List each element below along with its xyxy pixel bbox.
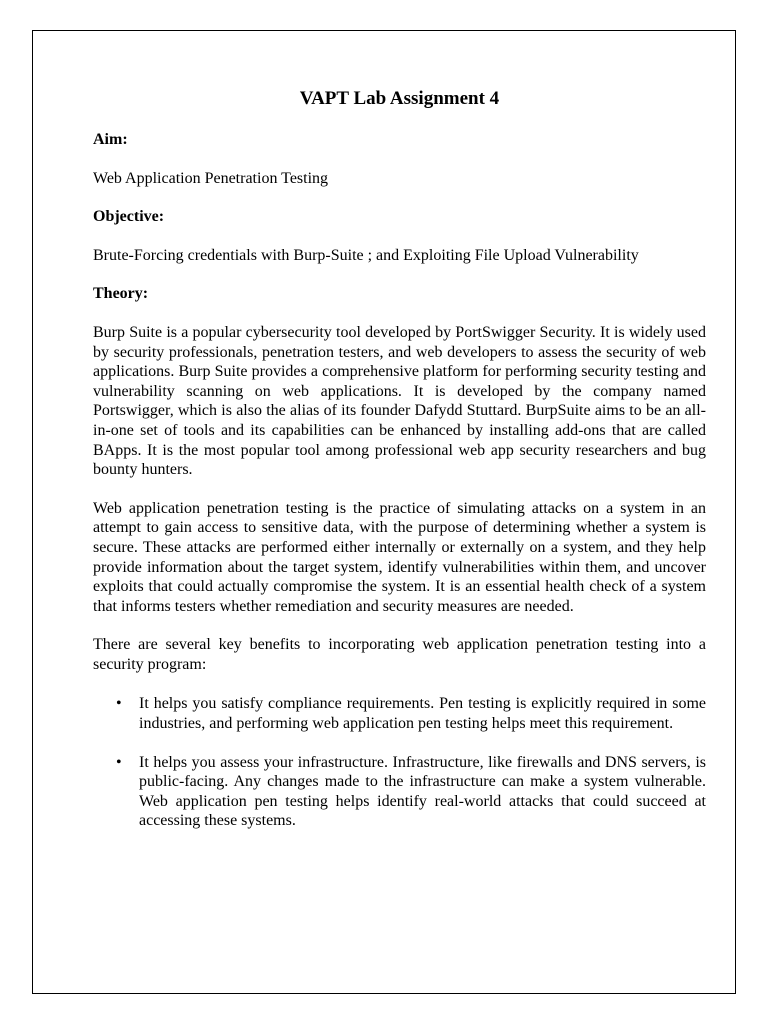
theory-heading: Theory:: [93, 285, 149, 303]
list-item: [93, 753, 706, 831]
list-item-text: It helps you satisfy compliance requirements. Pen testing is explicitly required in some industries, and performing web application pen testing helps meet this requirement.: [139, 695, 706, 733]
bullet-icon: •: [116, 753, 122, 771]
aim-text: Web Application Penetration Testing: [93, 169, 329, 187]
list-item: [93, 694, 706, 733]
benefits-list: [93, 694, 706, 831]
document-title: VAPT Lab Assignment 4: [299, 88, 500, 109]
aim-heading: Aim:: [93, 131, 128, 148]
theory-paragraph-web-pentest: Web application penetration testing is the practice of simulating attacks on a system in an attempt to gain access to sensitive data, with the purpose of determining whether a system is secure. These attacks are performed either internally or externally on a system, and they help provide information about the target system, identify vulnerabilities within them, and uncover exploits that could actually compromise the system. It is an essential health check of a system that informs testers whether remediation and security measures are needed.: [93, 499, 706, 615]
theory-paragraph-benefits-intro: There are several key benefits to incorporating web application penetration testing into a security program:: [93, 636, 706, 673]
document-content: [93, 87, 706, 850]
objective-heading: Objective:: [93, 208, 165, 226]
bullet-icon: •: [116, 695, 122, 713]
objective-text: Brute-Forcing credentials with Burp-Suite ; and Exploiting File Upload Vulnerability: [93, 246, 639, 264]
theory-paragraph-burp-suite: Burp Suite is a popular cybersecurity tool developed by PortSwigger Security. It is widely used by security professionals, penetration testers, and web developers to assess the security of web applications. Burp Suite provides a comprehensive platform for performing security testing and vulnerability scanning on web applications. It is developed by the company named Portswigger, which is also the alias of its founder Dafydd Stuttard. BurpSuite aims to be an all-in-one set of tools and its capabilities can be enhanced by installing add-ons that are called BApps. It is the most popular tool among professional web app security researchers and bug bounty hunters.: [93, 323, 706, 479]
list-item-text: It helps you assess your infrastructure. Infrastructure, like firewalls and DNS servers, is public-facing. Any changes made to the infrastructure can make a system vulnerable. Web application pen testing helps identify real-world attacks that could succeed at accessing these systems.: [139, 753, 706, 830]
